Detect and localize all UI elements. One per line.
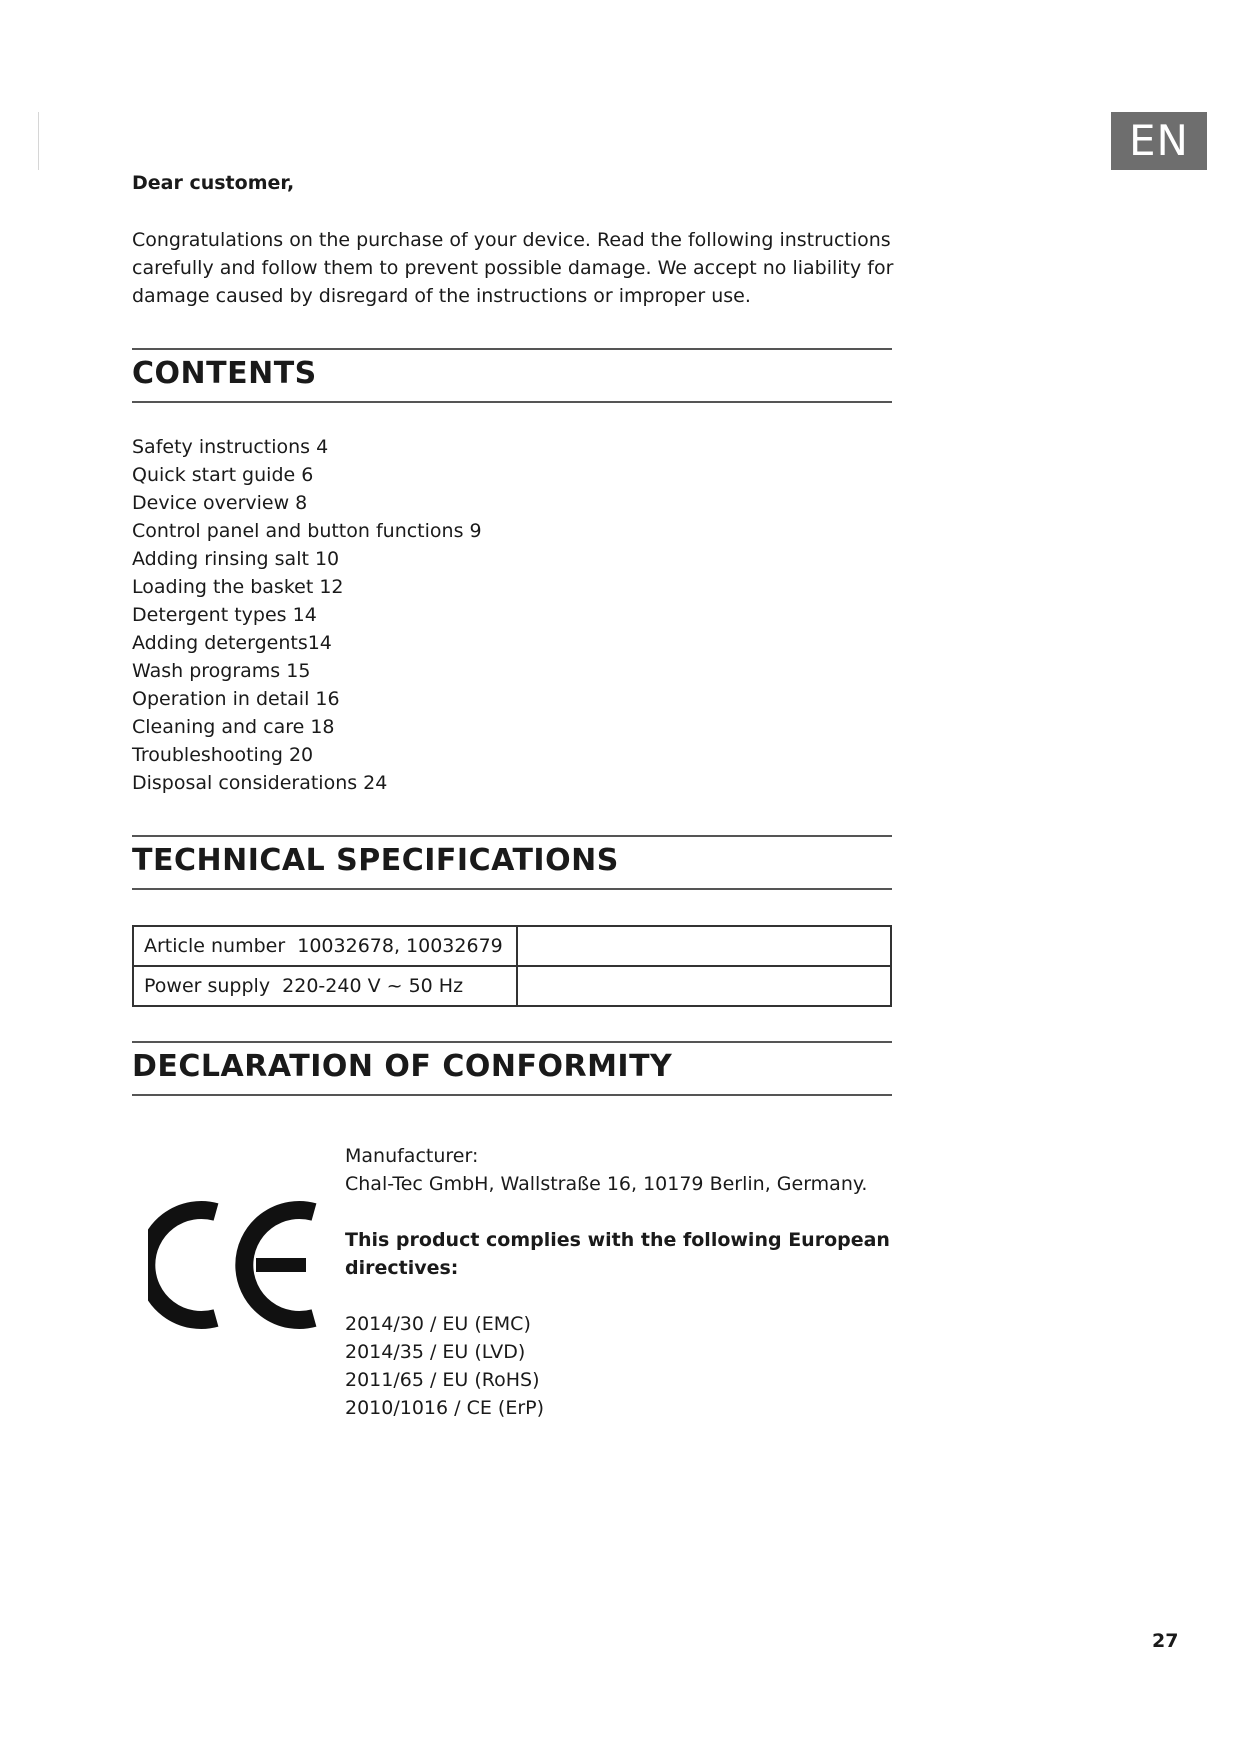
toc-item: Safety instructions 4 <box>132 436 329 458</box>
manufacturer-address: Chal-Tec GmbH, Wallstraße 16, 10179 Berlin, Germany. <box>345 1173 868 1195</box>
directive-item: 2014/30 / EU (EMC) <box>345 1313 531 1335</box>
toc-item: Operation in detail 16 <box>132 688 340 710</box>
toc-item: Adding rinsing salt 10 <box>132 548 340 570</box>
spec-empty-cell <box>517 966 891 1006</box>
intro-paragraph: Congratulations on the purchase of your device. Read the following instructions carefully and follow them to prevent possible damage. We accept no liability for damage caused by disregard of the instructions or improper use. <box>132 229 894 307</box>
directives-list <box>345 1310 905 1422</box>
table-row <box>133 926 891 966</box>
declaration-heading: DECLARATION OF CONFORMITY <box>132 1049 673 1084</box>
greeting: Dear customer, <box>132 172 295 194</box>
spec-cell <box>133 926 517 966</box>
language-badge: EN <box>1111 112 1207 170</box>
contents-heading: CONTENTS <box>132 356 317 391</box>
divider <box>132 835 892 837</box>
toc-item: Disposal considerations 24 <box>132 772 388 794</box>
page-number: 27 <box>1152 1630 1179 1652</box>
toc-item: Wash programs 15 <box>132 660 311 682</box>
spec-value: 220-240 V ~ 50 Hz <box>282 975 464 997</box>
directive-item: 2014/35 / EU (LVD) <box>345 1341 526 1363</box>
toc-item: Device overview 8 <box>132 492 308 514</box>
spec-table <box>132 925 892 1007</box>
spec-cell <box>133 966 517 1006</box>
table-row <box>133 966 891 1006</box>
divider <box>132 888 892 890</box>
toc-item: Adding detergents14 <box>132 632 332 654</box>
spec-label: Power supply <box>144 975 271 997</box>
directive-item: 2011/65 / EU (RoHS) <box>345 1369 540 1391</box>
divider <box>132 1094 892 1096</box>
ce-mark-icon <box>148 1200 318 1330</box>
technical-heading: TECHNICAL SPECIFICATIONS <box>132 843 619 878</box>
toc-item: Quick start guide 6 <box>132 464 314 486</box>
divider <box>132 1041 892 1043</box>
compliance-statement: This product complies with the following European directives: <box>345 1229 890 1279</box>
toc-item: Troubleshooting 20 <box>132 744 314 766</box>
manufacturer-label: Manufacturer: <box>345 1145 479 1167</box>
toc-item: Control panel and button functions 9 <box>132 520 482 542</box>
margin-mark <box>38 112 39 170</box>
spec-value: 10032678, 10032679 <box>297 935 503 957</box>
divider <box>132 348 892 350</box>
spec-label: Article number <box>144 935 286 957</box>
toc-item: Detergent types 14 <box>132 604 317 626</box>
toc-item: Loading the basket 12 <box>132 576 344 598</box>
toc-item: Cleaning and care 18 <box>132 716 335 738</box>
directive-item: 2010/1016 / CE (ErP) <box>345 1397 544 1419</box>
spec-empty-cell <box>517 926 891 966</box>
declaration-text <box>345 1142 905 1422</box>
divider <box>132 401 892 403</box>
contents-list <box>132 433 482 797</box>
